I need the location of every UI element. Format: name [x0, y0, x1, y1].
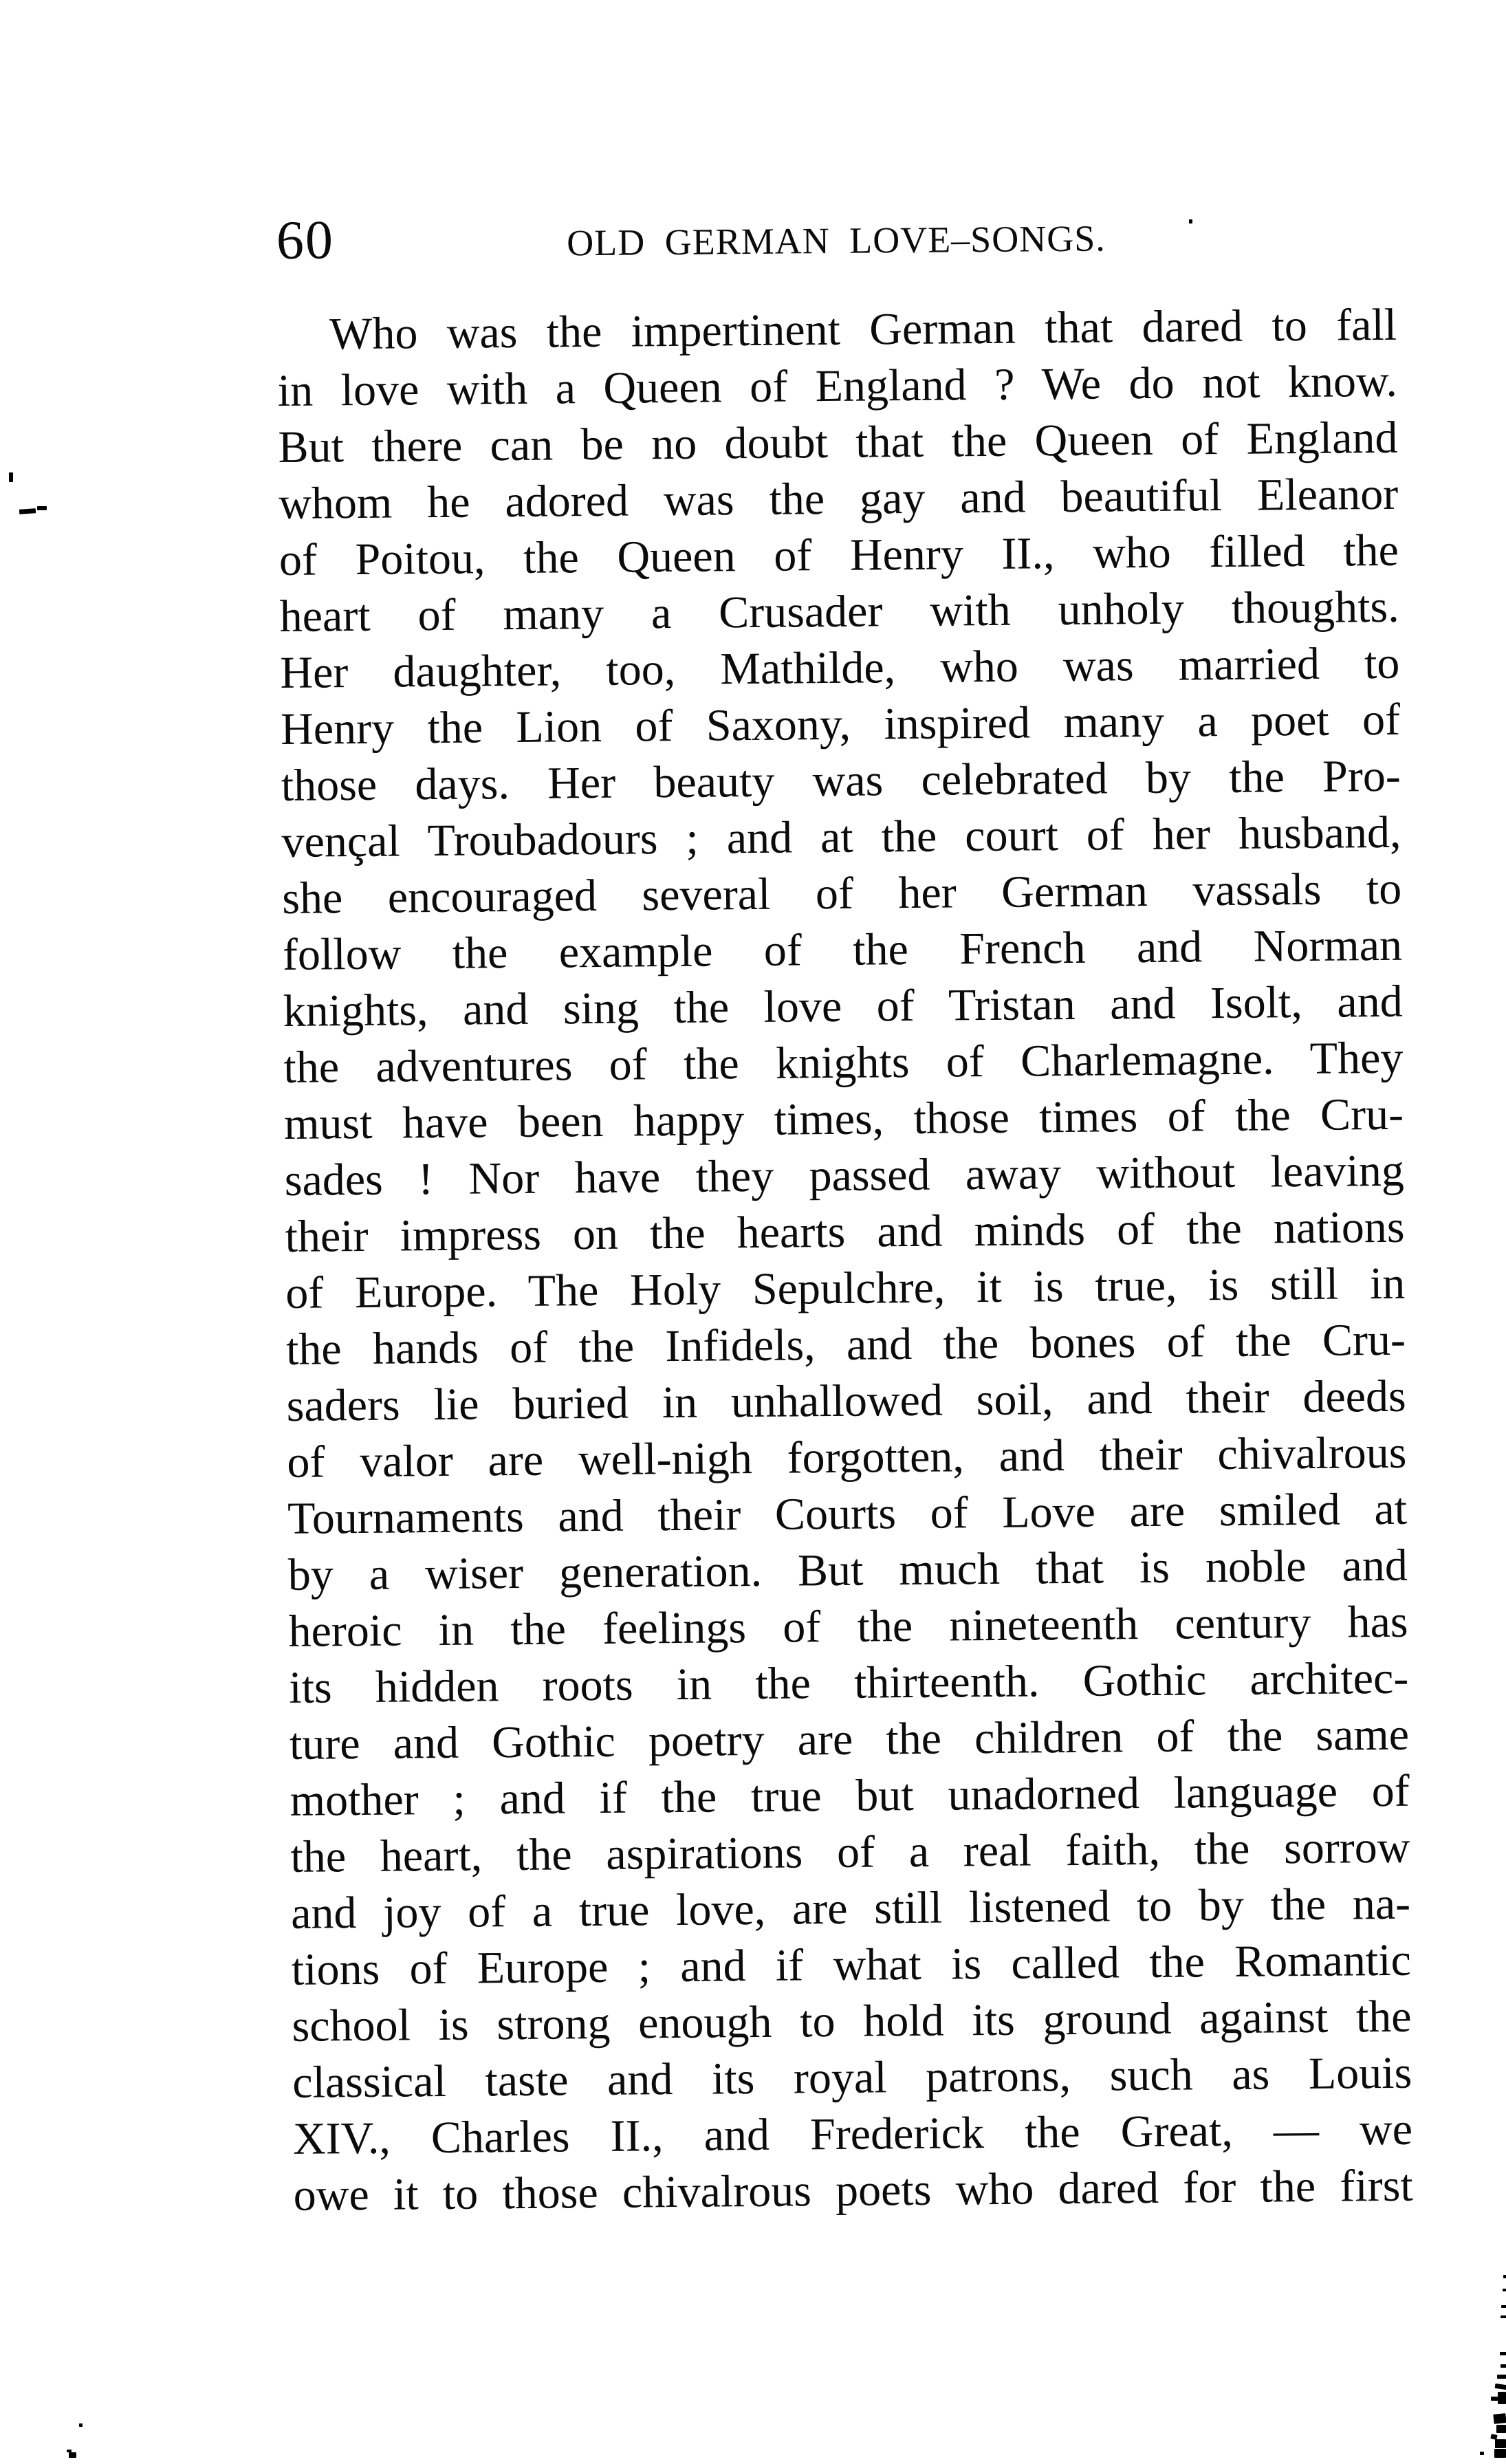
scan-artifact [79, 2423, 83, 2427]
text-line: XIV., Charles II., and Frederick the Great, — we [292, 2104, 1413, 2164]
text-line: vençal Troubadours ; and at the court of her husband, [281, 807, 1401, 867]
scan-artifact [1189, 219, 1192, 223]
scan-artifact [1480, 2452, 1484, 2455]
text-line: But there can be no doubt that the Queen of England [278, 412, 1398, 472]
text-line: of Europe. The Holy Sepulchre, it is true, is still in [285, 1258, 1406, 1318]
text-line: tions of Europe ; and if what is called the Romantic [291, 1934, 1412, 1995]
text-line: those days. Her beauty was celebrated by the Pro- [281, 750, 1401, 811]
text-line: of Poitou, the Queen of Henry II., who filled the [279, 525, 1399, 585]
running-title: OLD GERMAN LOVE–SONGS. [566, 217, 1106, 264]
scan-artifact [1498, 2392, 1506, 2404]
scan-artifact [1497, 2375, 1506, 2379]
body-text [277, 297, 1413, 2224]
scan-artifact [69, 2452, 76, 2458]
scan-artifact [1496, 2425, 1506, 2433]
text-line: of valor are well-nigh forgotten, and their chivalrous [287, 1427, 1407, 1487]
scan-artifact [1503, 2275, 1506, 2278]
text-line: owe it to those chivalrous poets who dared for the first [293, 2160, 1413, 2221]
text-line: classical taste and its royal patrons, such as Louis [292, 2047, 1412, 2108]
scan-artifact [1495, 2439, 1506, 2448]
text-line: by a wiser generation. But much that is noble and [287, 1540, 1408, 1600]
scan-artifact [1493, 2413, 1506, 2424]
text-line: saders lie buried in unhallowed soil, and their deeds [286, 1371, 1406, 1431]
scan-artifact [9, 472, 13, 482]
scan-artifact [1500, 2352, 1506, 2355]
scan-artifact [1500, 2315, 1506, 2318]
text-line: sades ! Nor have they passed away without leaving [284, 1145, 1405, 1206]
text-line: the hands of the Infidels, and the bones of the Cru- [285, 1314, 1406, 1375]
text-line: Tournaments and their Courts of Love are smiled at [287, 1483, 1408, 1544]
text-line: Henry the Lion of Saxony, inspired many a poet of [280, 694, 1401, 754]
text-line: heart of many a Crusader with unholy thoughts. [279, 581, 1399, 642]
text-line: the heart, the aspirations of a real faith, the sorrow [290, 1822, 1410, 1882]
text-line: knights, and sing the love of Tristan and Isolt, and [283, 976, 1403, 1036]
text-line: Her daughter, too, Mathilde, who was married to [280, 637, 1400, 698]
text-line: follow the example of the French and Norman [282, 919, 1403, 980]
text-line: must have been happy times, those times of the Cru- [283, 1089, 1404, 1149]
text-line: heroic in the feelings of the nineteenth century has [288, 1596, 1408, 1657]
scan-artifact [1500, 2364, 1506, 2368]
page-number: 60 [276, 210, 335, 272]
text-line: and joy of a true love, are still listened to by the na- [290, 1878, 1411, 1939]
text-line: in love with a Queen of England ? We do not know. [277, 356, 1398, 416]
scan-artifact [1503, 2289, 1506, 2291]
text-line: its hidden roots in the thirteenth. Gothic architec- [288, 1653, 1409, 1713]
text-line: whom he adored was the gay and beautiful Eleanor [278, 468, 1399, 529]
text-line: the adventures of the knights of Charlemagne. They [283, 1032, 1404, 1093]
text-line: school is strong enough to hold its ground against the [292, 1991, 1412, 2051]
scan-artifact [37, 506, 47, 510]
text-line: mother ; and if the true but unadorned language of [290, 1765, 1410, 1826]
text-line: Who was the impertinent German that dared to fall [329, 299, 1397, 360]
text-line: their impress on the hearts and minds of the nations [285, 1201, 1405, 1262]
text-line: ture and Gothic poetry are the children of the same [289, 1709, 1410, 1769]
text-line: she encouraged several of her German vassals to [281, 863, 1402, 924]
scan-artifact [1501, 2305, 1506, 2308]
scan-artifact [1494, 2449, 1506, 2458]
